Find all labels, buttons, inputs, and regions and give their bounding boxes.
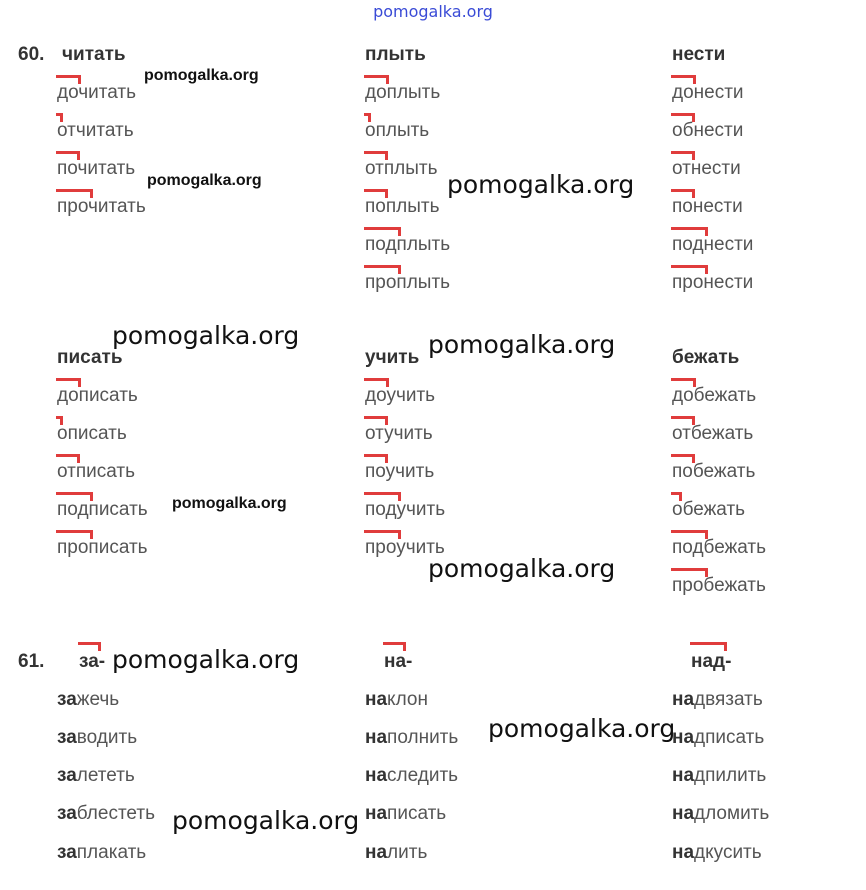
ex60-word: поучить [365,461,434,483]
top-watermark: pomogalka.org [373,2,493,21]
ex60-word: донести [672,82,744,104]
ex60-word: проучить [365,537,445,559]
watermark: pomogalka.org [172,495,287,512]
exercise-61-number: 61. [18,651,45,672]
ex61-word: написать [365,803,447,824]
ex61-prefix-nad: над- [691,651,731,673]
ex60-head-uchit: учить [365,347,420,368]
ex61-word: надпилить [672,765,767,786]
ex61-word: заплакать [57,842,147,863]
ex60-word: поднести [672,234,753,256]
ex61-word: заблестеть [57,803,155,824]
ex60-word: почитать [57,158,135,180]
ex60-word: подбежать [672,537,766,559]
ex60-word: прописать [57,537,148,559]
ex60-word: понести [672,196,743,218]
ex61-word: залететь [57,765,135,786]
ex61-word: надписать [672,727,765,748]
ex61-prefix-za: за- [79,651,105,673]
ex60-word: описать [57,423,127,445]
ex60-word: отписать [57,461,135,483]
exercise-60-number: 60. [18,44,45,65]
watermark: pomogalka.org [428,554,616,583]
ex60-word: доучить [365,385,435,407]
ex60-word: отучить [365,423,433,445]
ex61-word: зажечь [57,689,120,710]
ex60-word: пронести [672,272,753,294]
ex60-word: дописать [57,385,138,407]
ex61-word: надкусить [672,842,762,863]
ex60-word: проплыть [365,272,450,294]
watermark: pomogalka.org [147,172,262,189]
ex61-word: надломить [672,803,770,824]
ex60-head-plyt: плыть [365,44,426,65]
ex60-word: оплыть [365,120,429,142]
ex61-word: заводить [57,727,138,748]
ex60-word: дочитать [57,82,136,104]
ex60-word: отнести [672,158,741,180]
ex60-word: побежать [672,461,755,483]
watermark: pomogalka.org [172,806,360,835]
watermark: pomogalka.org [144,67,259,84]
ex60-word: отбежать [672,423,753,445]
ex60-word: пробежать [672,575,766,597]
ex60-head-chitat: читать [62,44,126,65]
ex61-word: наполнить [365,727,459,748]
ex60-word: отчитать [57,120,134,142]
ex60-head-pisat: писать [57,347,123,368]
ex61-word: наклон [365,689,428,710]
watermark: pomogalka.org [112,321,300,350]
ex60-head-nesti: нести [672,44,726,65]
ex60-word: подписать [57,499,148,521]
ex61-word: наследить [365,765,459,786]
watermark: pomogalka.org [488,714,676,743]
watermark: pomogalka.org [428,330,616,359]
ex60-word: добежать [672,385,756,407]
ex61-prefix-na: на- [384,651,412,673]
watermark: pomogalka.org [112,645,300,674]
ex61-word: налить [365,842,428,863]
ex60-word: поплыть [365,196,440,218]
ex60-word: обежать [672,499,745,521]
ex60-word: доплыть [365,82,440,104]
ex60-word: отплыть [365,158,437,180]
ex60-head-bezhat: бежать [672,347,740,368]
ex61-word: надвязать [672,689,763,710]
ex60-word: обнести [672,120,743,142]
ex60-word: прочитать [57,196,146,218]
ex60-word: подучить [365,499,445,521]
ex60-word: подплыть [365,234,450,256]
watermark: pomogalka.org [447,170,635,199]
